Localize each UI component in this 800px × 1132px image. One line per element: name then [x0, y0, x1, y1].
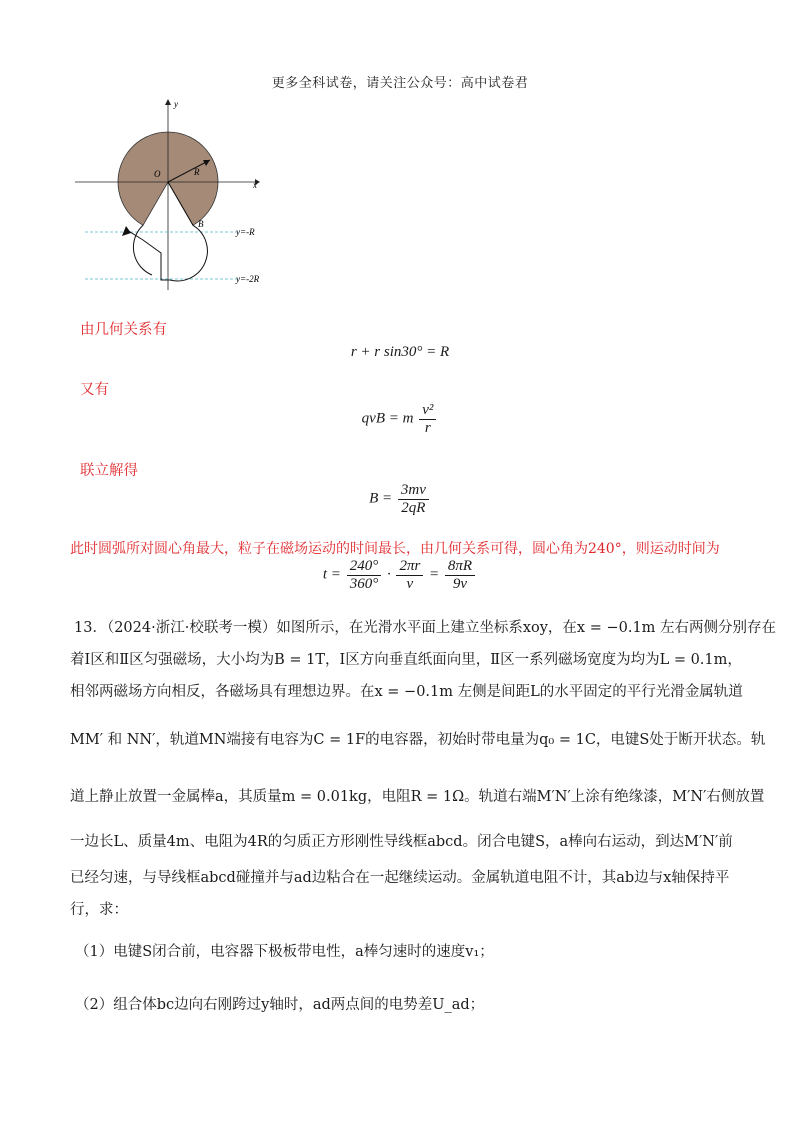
trajectory-arrow-icon	[122, 226, 131, 236]
question-1: （1）电键S闭合前，电容器下极板带电性，a棒匀速时的速度v₁；	[75, 944, 494, 960]
eq4-t: t =	[322, 566, 341, 583]
question-2: （2）组合体bc边向右刚跨过y轴时，ad两点间的电势差U_ad；	[75, 997, 485, 1013]
problem-line-2: 着Ⅰ区和Ⅱ区匀强磁场，大小均为B = 1T，Ⅰ区方向垂直纸面向里，Ⅱ区一系列磁场宽度为均为L = 0.1m，	[70, 652, 742, 668]
eq4-f1-num: 240°	[347, 558, 382, 576]
x-axis-label: x	[253, 180, 257, 190]
equation-2	[0, 402, 800, 436]
equation-3	[0, 482, 800, 516]
eq4-equals: =	[429, 566, 440, 583]
line-minus-r-label: y=-R	[236, 227, 255, 237]
eq2-fraction	[419, 402, 436, 436]
solution-label-3: 联立解得	[80, 463, 138, 479]
eq4-f2-den: v	[406, 575, 414, 592]
eq4-dot: ·	[386, 566, 391, 583]
eq3-den: 2qR	[401, 499, 426, 516]
y-axis-arrow	[165, 99, 171, 105]
equation-4	[0, 558, 800, 592]
problem-line-3: 相邻两磁场方向相反，各磁场具有理想边界。在x = −0.1m 左侧是间距L的水平固定的平行光滑金属轨道	[70, 684, 743, 700]
point-b-label: B	[198, 219, 204, 229]
problem-line-4: MM′ 和 NN′，轨道MN端接有电容为C = 1F的电容器，初始时带电量为q₀ = 1C，电键S处于断开状态。轨	[70, 732, 766, 748]
problem-line-5: 道上静止放置一金属棒a，其质量m = 0.01kg，电阻R = 1Ω。轨道右端M′N′上涂有绝缘漆，M′N′右侧放置	[70, 789, 765, 805]
eq3-fraction	[398, 482, 429, 516]
eq2-lhs: qvB = m	[361, 410, 414, 427]
geometry-figure	[70, 95, 280, 295]
eq2-den: r	[424, 419, 431, 436]
radius-label: R	[194, 167, 200, 177]
equation-1: r + r sin30° = R	[350, 344, 450, 360]
small-arc	[133, 225, 152, 275]
problem-line-8: 行，求：	[70, 902, 128, 918]
eq2-num: v²	[419, 402, 436, 420]
eq3-num: 3mv	[398, 482, 429, 500]
solution-label-2: 又有	[80, 382, 109, 398]
eq4-f1-den: 360°	[349, 575, 379, 592]
problem-line-1: 13．（2024·浙江·校联考一模）如图所示，在光滑水平面上建立坐标系xoy，在x = −0.1m 左右两侧分别存在	[74, 620, 777, 636]
page-header: 更多全科试卷，请关注公众号：高中试卷君	[271, 76, 529, 91]
eq4-fraction-3	[445, 558, 475, 592]
eq4-f3-num: 8πR	[445, 558, 475, 576]
line-minus-2r-label: y=-2R	[236, 274, 260, 284]
solution-label-1: 由几何关系有	[80, 322, 167, 338]
eq4-fraction-1	[347, 558, 382, 592]
eq3-lhs: B =	[369, 490, 393, 507]
y-axis-label: y	[174, 99, 178, 109]
eq4-fraction-2	[396, 558, 423, 592]
problem-line-7: 已经匀速，与导线框abcd碰撞并与ad边粘合在一起继续运动。金属轨道电阻不计，其ab边与x轴保持平	[70, 870, 730, 886]
eq4-f3-den: 9v	[452, 575, 468, 592]
eq4-f2-num: 2πr	[396, 558, 423, 576]
solution-text-4: 此时圆弧所对圆心角最大，粒子在磁场运动的时间最长，由几何关系可得，圆心角为240°，则运动时间为	[70, 541, 720, 557]
origin-label: O	[154, 169, 161, 179]
problem-line-6: 一边长L、质量4m、电阻为4R的匀质正方形刚性导线框abcd。闭合电键S，a棒向右运动，到达M′N′前	[70, 834, 733, 850]
